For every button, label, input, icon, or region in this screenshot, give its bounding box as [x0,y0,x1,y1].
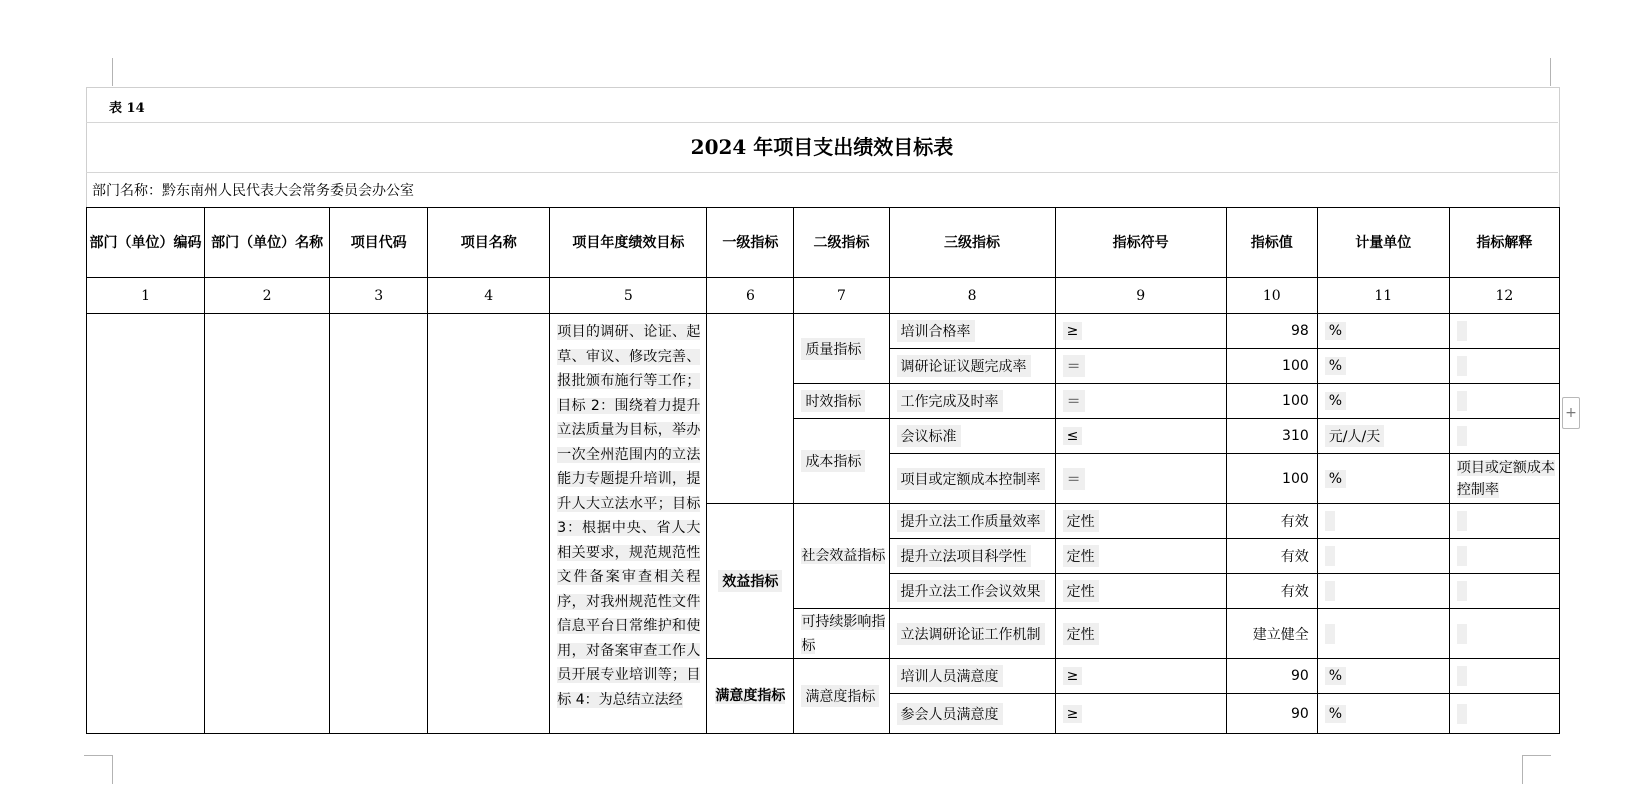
empty-field [1457,581,1467,601]
annual-goal-text: 项目的调研、论证、起草、审议、修改完善、报批颁布施行等工作；目标 2：围绕着力提升立法质量为目标，举办一次全州范围内的立法能力专题提升培训，提升人大立法水平；目标 3：根据中央、省人大相关要求，规范规范性文件备案审查相关程序，对我州规范性文件信息平台日常维护和使用，对备案审查工作人员开展专业培训等；目标 4：为总结立法经 [557,324,701,708]
note-cell [1449,314,1559,349]
indicator-value-cell: 建立健全 [1226,609,1317,659]
unit-cell [1317,659,1449,694]
symbol-cell [1055,659,1226,694]
unit-value: % [1325,470,1346,488]
column-number: 5 [550,278,707,314]
level3-label: 培训合格率 [897,320,975,342]
project-code-cell [330,314,428,734]
department-name: 部门名称：黔东南州人民代表大会常务委员会办公室 [92,183,414,199]
symbol-cell [1055,504,1226,539]
header-cell: 二级指标 [794,208,889,278]
level3-label: 提升立法项目科学性 [897,545,1031,567]
note-cell [1449,609,1559,659]
empty-field [1457,624,1467,644]
symbol-value: 定性 [1063,545,1099,567]
header-cell: 项目代码 [330,208,428,278]
header-row [87,208,1560,278]
column-number: 8 [889,278,1055,314]
level3-cell [889,694,1055,734]
note-cell [1449,419,1559,454]
indicator-value-cell: 100 [1226,384,1317,419]
crop-mark-top-left [84,58,113,86]
level2-cell [794,609,889,659]
symbol-value: ＝ [1063,468,1085,490]
table-row [87,314,1560,349]
note-cell [1449,349,1559,384]
level2-label: 成本指标 [801,450,865,472]
note-cell [1449,694,1559,734]
symbol-cell [1055,539,1226,574]
level3-cell [889,419,1055,454]
level3-cell [889,609,1055,659]
level3-cell [889,454,1055,504]
indicator-value-cell: 有效 [1226,539,1317,574]
note-cell [1449,539,1559,574]
column-number: 10 [1226,278,1317,314]
header-cell: 部门（单位）编码 [87,208,205,278]
level2-cell [794,659,889,734]
indicator-value-cell: 有效 [1226,574,1317,609]
level1-cell-output [707,314,794,504]
unit-cell [1317,609,1449,659]
dept-name-cell [205,314,330,734]
level3-cell [889,574,1055,609]
symbol-value: ≥ [1063,667,1083,685]
symbol-value: 定性 [1063,580,1099,602]
table-label: 表 14 [109,101,145,116]
symbol-cell [1055,454,1226,504]
level3-label: 提升立法工作质量效率 [897,510,1045,532]
indicator-value-cell: 90 [1226,694,1317,734]
empty-field [1325,546,1335,566]
indicator-value-cell: 100 [1226,454,1317,504]
level2-label: 社会效益指标 [801,548,886,564]
level1-cell-satisfaction [707,659,794,734]
level2-label: 质量指标 [801,338,865,360]
note-cell [1449,384,1559,419]
level3-label: 工作完成及时率 [897,390,1003,412]
symbol-value: ＝ [1063,390,1085,412]
note-cell [1449,659,1559,694]
note-text: 项目或定额成本控制率 [1456,459,1555,498]
label-row-divider [86,87,1558,123]
note-cell [1449,454,1559,504]
level3-label: 立法调研论证工作机制 [897,623,1045,645]
crop-mark-bottom-left [84,755,113,784]
empty-field [1325,511,1335,531]
symbol-value: ≥ [1063,705,1083,723]
unit-value: % [1325,357,1346,375]
level3-cell [889,659,1055,694]
empty-field [1457,391,1467,411]
empty-field [1457,321,1467,341]
level3-cell [889,539,1055,574]
note-cell [1449,574,1559,609]
level3-label: 项目或定额成本控制率 [897,468,1045,490]
symbol-cell [1055,419,1226,454]
symbol-cell [1055,694,1226,734]
add-column-button[interactable]: + [1562,397,1580,429]
crop-mark-top-right [1522,58,1551,86]
symbol-cell [1055,609,1226,659]
annual-goal-cell [550,314,707,734]
level3-label: 会议标准 [897,425,961,447]
unit-cell [1317,314,1449,349]
unit-value: % [1325,667,1346,685]
empty-field [1457,356,1467,376]
column-number: 11 [1317,278,1449,314]
symbol-value: 定性 [1063,623,1099,645]
header-cell: 计量单位 [1317,208,1449,278]
column-number: 9 [1055,278,1226,314]
unit-cell [1317,574,1449,609]
unit-value: 元/人/天 [1325,425,1384,447]
symbol-value: ≤ [1063,427,1083,445]
level2-cell [794,384,889,419]
header-cell: 部门（单位）名称 [205,208,330,278]
crop-mark-bottom-right [1522,755,1551,784]
indicator-value-cell: 100 [1226,349,1317,384]
symbol-cell [1055,384,1226,419]
empty-field [1325,581,1335,601]
column-number: 2 [205,278,330,314]
unit-cell [1317,384,1449,419]
unit-cell [1317,539,1449,574]
header-cell: 项目名称 [428,208,550,278]
indicator-value-cell: 310 [1226,419,1317,454]
column-number: 4 [428,278,550,314]
level3-cell [889,349,1055,384]
header-cell: 一级指标 [707,208,794,278]
indicator-value-cell: 有效 [1226,504,1317,539]
level1-cell-benefit [707,504,794,659]
indicator-value-cell: 98 [1226,314,1317,349]
empty-field [1457,511,1467,531]
note-cell [1449,504,1559,539]
empty-field [1457,666,1467,686]
level1-label: 效益指标 [718,570,782,592]
unit-cell [1317,694,1449,734]
dept-code-cell [87,314,205,734]
column-number: 1 [87,278,205,314]
project-name-cell [428,314,550,734]
symbol-cell [1055,574,1226,609]
column-number: 6 [707,278,794,314]
symbol-cell [1055,349,1226,384]
empty-field [1457,546,1467,566]
level3-label: 参会人员满意度 [897,703,1003,725]
level2-label: 满意度指标 [801,685,879,707]
empty-field [1457,426,1467,446]
page-title: 2024 年项目支出绩效目标表 [690,135,954,159]
header-cell: 指标解释 [1449,208,1559,278]
level3-cell [889,384,1055,419]
column-number: 7 [794,278,889,314]
level2-label: 可持续影响指标 [801,613,886,654]
level2-cell [794,419,889,504]
symbol-value: ＝ [1063,355,1085,377]
unit-value: % [1325,392,1346,410]
unit-value: % [1325,705,1346,723]
symbol-value: 定性 [1063,510,1099,532]
level2-cell [794,314,889,384]
column-number: 12 [1449,278,1559,314]
column-number-row [87,278,1560,314]
level2-label: 时效指标 [801,390,865,412]
header-cell: 指标值 [1226,208,1317,278]
unit-value: % [1325,322,1346,340]
column-number: 3 [330,278,428,314]
header-cell: 项目年度绩效目标 [550,208,707,278]
header-cell: 指标符号 [1055,208,1226,278]
unit-cell [1317,419,1449,454]
performance-table [86,207,1560,734]
level3-label: 培训人员满意度 [897,665,1003,687]
level3-label: 调研论证议题完成率 [897,355,1031,377]
unit-cell [1317,454,1449,504]
level3-label: 提升立法工作会议效果 [897,580,1045,602]
level3-cell [889,504,1055,539]
header-cell: 三级指标 [889,208,1055,278]
empty-field [1457,704,1467,724]
indicator-value-cell: 90 [1226,659,1317,694]
symbol-value: ≥ [1063,322,1083,340]
symbol-cell [1055,314,1226,349]
unit-cell [1317,349,1449,384]
unit-cell [1317,504,1449,539]
level3-cell [889,314,1055,349]
level1-label: 满意度指标 [715,688,786,704]
level2-cell [794,504,889,609]
empty-field [1325,624,1335,644]
